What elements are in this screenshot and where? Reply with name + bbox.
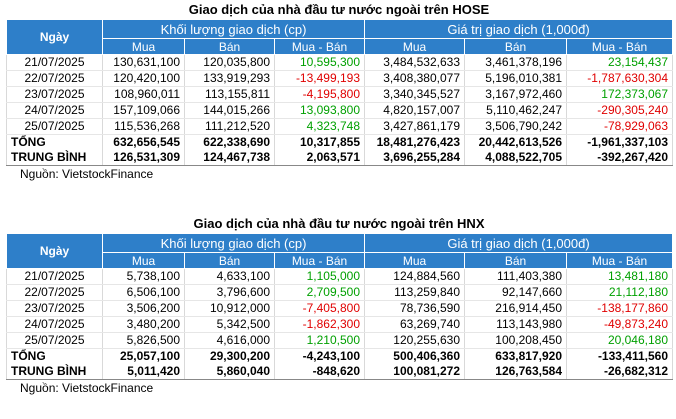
sub-header: Bán <box>185 39 275 55</box>
total-cell: 20,442,613,526 <box>465 135 567 151</box>
table-row <box>7 301 673 317</box>
average-row <box>7 150 673 166</box>
date-cell: 25/07/2025 <box>7 333 103 349</box>
total-cell: 29,300,200 <box>185 349 275 365</box>
value-cell: 6,506,100 <box>103 285 185 301</box>
total-cell: 10,317,855 <box>275 135 365 151</box>
sub-header: Mua <box>103 39 185 55</box>
sub-header: Bán <box>465 39 567 55</box>
value-cell: 10,912,000 <box>185 301 275 317</box>
value-cell: 92,147,660 <box>465 285 567 301</box>
value-cell: 3,796,600 <box>185 285 275 301</box>
value-cell: 5,826,500 <box>103 333 185 349</box>
value-cell: 124,884,560 <box>365 269 465 285</box>
total-cell: 25,057,100 <box>103 349 185 365</box>
net-volume-cell: -13,499,193 <box>275 71 365 87</box>
sub-header: Mua - Bán <box>275 253 365 269</box>
average-cell: 2,063,571 <box>275 150 365 166</box>
average-cell: 4,088,522,705 <box>465 150 567 166</box>
average-cell: 126,531,309 <box>103 150 185 166</box>
value-cell: 113,155,811 <box>185 87 275 103</box>
volume-group-header: Khối lượng giao dịch (cp) <box>103 20 365 39</box>
value-cell: 120,035,800 <box>185 55 275 71</box>
date-header: Ngày <box>7 234 103 269</box>
table-row <box>7 269 673 285</box>
value-cell: 108,960,011 <box>103 87 185 103</box>
value-cell: 4,820,157,007 <box>365 103 465 119</box>
value-cell: 3,506,200 <box>103 301 185 317</box>
average-cell: 3,696,255,284 <box>365 150 465 166</box>
hose-table <box>6 19 673 166</box>
sub-header: Mua <box>365 253 465 269</box>
net-volume-cell: -1,862,300 <box>275 317 365 333</box>
net-value-cell: 20,046,180 <box>567 333 673 349</box>
value-cell: 5,342,500 <box>185 317 275 333</box>
net-value-cell: 23,154,437 <box>567 55 673 71</box>
net-value-cell: 172,373,067 <box>567 87 673 103</box>
hose-title: Giao dịch của nhà đầu tư nước ngoài trên HOSE <box>188 2 490 17</box>
value-cell: 115,536,268 <box>103 119 185 135</box>
hnx-section <box>6 214 672 397</box>
value-cell: 4,633,100 <box>185 269 275 285</box>
net-volume-cell: -7,405,800 <box>275 301 365 317</box>
value-cell: 3,506,790,242 <box>465 119 567 135</box>
value-cell: 111,403,380 <box>465 269 567 285</box>
net-value-cell: -49,873,240 <box>567 317 673 333</box>
value-cell: 3,427,861,179 <box>365 119 465 135</box>
total-cell: 633,817,920 <box>465 349 567 365</box>
total-cell: -1,961,337,103 <box>567 135 673 151</box>
net-volume-cell: -4,195,800 <box>275 87 365 103</box>
source-note: Nguồn: VietstockFinance <box>20 381 154 395</box>
value-group-header: Giá trị giao dịch (1,000đ) <box>365 234 673 253</box>
net-value-cell: -1,787,630,304 <box>567 71 673 87</box>
average-row <box>7 364 673 380</box>
sub-header: Bán <box>465 253 567 269</box>
table-row <box>7 333 673 349</box>
value-cell: 3,340,345,527 <box>365 87 465 103</box>
value-cell: 3,480,200 <box>103 317 185 333</box>
value-cell: 5,738,100 <box>103 269 185 285</box>
table-row <box>7 103 673 119</box>
date-cell: 25/07/2025 <box>7 119 103 135</box>
value-cell: 144,015,266 <box>185 103 275 119</box>
sub-header: Mua - Bán <box>275 39 365 55</box>
value-cell: 3,408,380,077 <box>365 71 465 87</box>
value-cell: 100,208,450 <box>465 333 567 349</box>
net-volume-cell: 1,210,500 <box>275 333 365 349</box>
total-cell: -133,411,560 <box>567 349 673 365</box>
net-volume-cell: 13,093,800 <box>275 103 365 119</box>
total-row <box>7 349 673 365</box>
date-cell: 21/07/2025 <box>7 269 103 285</box>
net-volume-cell: 10,595,300 <box>275 55 365 71</box>
net-value-cell: -290,305,240 <box>567 103 673 119</box>
date-cell: 23/07/2025 <box>7 301 103 317</box>
average-cell: -848,620 <box>275 364 365 380</box>
date-cell: 24/07/2025 <box>7 317 103 333</box>
date-cell: 21/07/2025 <box>7 55 103 71</box>
volume-group-header: Khối lượng giao dịch (cp) <box>103 234 365 253</box>
net-value-cell: 21,112,180 <box>567 285 673 301</box>
date-header: Ngày <box>7 20 103 55</box>
sub-header: Mua - Bán <box>567 253 673 269</box>
total-label: TỔNG <box>7 135 103 151</box>
total-row <box>7 135 673 151</box>
total-cell: 500,406,360 <box>365 349 465 365</box>
value-cell: 5,110,462,247 <box>465 103 567 119</box>
date-cell: 23/07/2025 <box>7 87 103 103</box>
average-label: TRUNG BÌNH <box>7 150 103 166</box>
sub-header: Bán <box>185 253 275 269</box>
total-cell: -4,243,100 <box>275 349 365 365</box>
value-cell: 3,484,532,633 <box>365 55 465 71</box>
value-cell: 120,420,100 <box>103 71 185 87</box>
value-cell: 78,736,590 <box>365 301 465 317</box>
average-cell: 5,011,420 <box>103 364 185 380</box>
source-note: Nguồn: VietstockFinance <box>20 167 154 181</box>
net-value-cell: -138,177,860 <box>567 301 673 317</box>
table-row <box>7 87 673 103</box>
table-row <box>7 55 673 71</box>
net-value-cell: 13,481,180 <box>567 269 673 285</box>
hose-section <box>6 0 672 183</box>
value-cell: 133,919,293 <box>185 71 275 87</box>
value-cell: 120,255,630 <box>365 333 465 349</box>
table-row <box>7 119 673 135</box>
net-volume-cell: 1,105,000 <box>275 269 365 285</box>
value-cell: 63,269,740 <box>365 317 465 333</box>
hnx-table <box>6 233 673 380</box>
value-cell: 157,109,066 <box>103 103 185 119</box>
average-cell: -392,267,420 <box>567 150 673 166</box>
average-cell: 124,467,738 <box>185 150 275 166</box>
value-cell: 216,914,450 <box>465 301 567 317</box>
value-cell: 3,461,378,196 <box>465 55 567 71</box>
value-cell: 3,167,972,460 <box>465 87 567 103</box>
sub-header: Mua - Bán <box>567 39 673 55</box>
value-cell: 113,259,840 <box>365 285 465 301</box>
total-cell: 18,481,276,423 <box>365 135 465 151</box>
sub-header: Mua <box>103 253 185 269</box>
average-label: TRUNG BÌNH <box>7 364 103 380</box>
table-row <box>7 285 673 301</box>
total-cell: 622,338,690 <box>185 135 275 151</box>
date-cell: 22/07/2025 <box>7 285 103 301</box>
value-cell: 113,143,980 <box>465 317 567 333</box>
date-cell: 22/07/2025 <box>7 71 103 87</box>
value-cell: 4,616,000 <box>185 333 275 349</box>
net-volume-cell: 4,323,748 <box>275 119 365 135</box>
average-cell: 5,860,040 <box>185 364 275 380</box>
net-value-cell: -78,929,063 <box>567 119 673 135</box>
value-group-header: Giá trị giao dịch (1,000đ) <box>365 20 673 39</box>
average-cell: 126,763,584 <box>465 364 567 380</box>
date-cell: 24/07/2025 <box>7 103 103 119</box>
sub-header: Mua <box>365 39 465 55</box>
total-label: TỔNG <box>7 349 103 365</box>
value-cell: 5,196,010,381 <box>465 71 567 87</box>
hnx-title: Giao dịch của nhà đầu tư nước ngoài trên HNX <box>193 216 485 231</box>
value-cell: 111,212,520 <box>185 119 275 135</box>
table-row <box>7 317 673 333</box>
total-cell: 632,656,545 <box>103 135 185 151</box>
average-cell: 100,081,272 <box>365 364 465 380</box>
net-volume-cell: 2,709,500 <box>275 285 365 301</box>
average-cell: -26,682,312 <box>567 364 673 380</box>
table-row <box>7 71 673 87</box>
value-cell: 130,631,100 <box>103 55 185 71</box>
